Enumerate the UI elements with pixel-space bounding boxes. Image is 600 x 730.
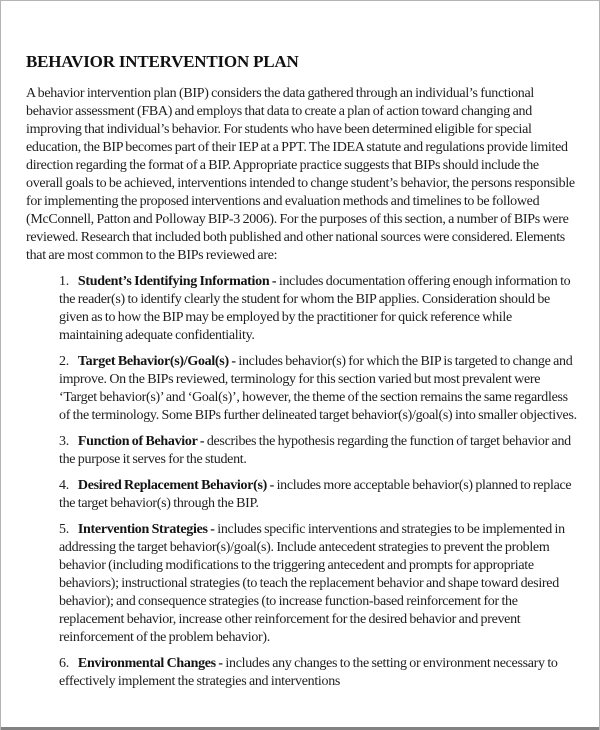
list-item-text: includes more acceptable behavior(s) planned to replace the target behavior(s) through the BIP.	[59, 478, 572, 511]
list-item-text: includes behavior(s) for which the BIP is targeted to change and improve. On the BIPs reviewed, terminology for this section varied but most prevalent were ‘Target behavior(s)’ and ‘Goal(s)’, however, the theme of the section remains the same regardless of the terminology. Some BIPs further delineated target behavior(s)/goal(s) into smaller objectives.	[59, 354, 577, 423]
list-item-4	[59, 477, 577, 513]
list-item-title: Environmental Changes -	[77, 656, 223, 671]
intro-paragraph: A behavior intervention plan (BIP) considers the data gathered through an individual’s functional behavior assessment (FBA) and employs that data to create a plan of action toward changing and improving that individual’s behavior. For students who have been determined eligible for special education, the BIP becomes part of their IEP at a PPT. The IDEA statute and regulations provide limited direction regarding the format of a BIP. Appropriate practice suggests that BIPs should include the overall goals to be achieved, interventions intended to change student’s behavior, the persons responsible for implementing the proposed interventions and evaluation methods and timelines to be followed (McConnell, Patton and Polloway BIP-3 2006). For the purposes of this section, a number of BIPs were reviewed. Research that included both published and other national sources were considered. Elements that are most common to the BIPs reviewed are:	[26, 86, 575, 263]
list-item-number: 6.	[59, 656, 69, 671]
list-item-text: includes specific interventions and strategies to be implemented in addressing the target behavior(s)/goal(s). Include antecedent strategies to prevent the problem behavior (including modifications to the triggering antecedent and prompts for appropriate behaviors); instructional strategies (to teach the replacement behavior and shape toward desired behavior); and consequence strategies (to increase function-based reinforcement for the replacement behavior, increase other reinforcement for the desired behavior and prevent reinforcement of the problem behavior).	[59, 522, 565, 645]
list-item-title: Student’s Identifying Information -	[77, 274, 277, 289]
list-item-title: Desired Replacement Behavior(s) -	[77, 478, 274, 493]
list-item-number: 1.	[59, 274, 69, 289]
list-item-number: 3.	[59, 434, 69, 449]
list-item-text: includes any changes to the setting or environment necessary to effectively implement the strategies and interventions	[59, 656, 558, 689]
list-item-number: 4.	[59, 478, 69, 493]
list-item-number: 2.	[59, 354, 69, 369]
list-item-title: Target Behavior(s)/Goal(s) -	[77, 354, 236, 369]
list-item-2	[59, 353, 577, 425]
document-content	[1, 1, 599, 691]
numbered-list	[59, 273, 577, 691]
list-item-title: Function of Behavior -	[77, 434, 205, 449]
list-item-number: 5.	[59, 522, 69, 537]
list-item-title: Intervention Strategies -	[77, 522, 215, 537]
list-item-3	[59, 433, 577, 469]
list-item-text: describes the hypothesis regarding the function of target behavior and the purpose it serves for the student.	[59, 434, 571, 467]
list-item-6	[59, 655, 577, 691]
list-item-1	[59, 273, 577, 345]
list-item-text: includes documentation offering enough information to the reader(s) to identify clearly the student for whom the BIP applies. Consideration should be given as to how the BIP may be employed by the practitioner for quick reference while maintaining adequate confidentiality.	[59, 274, 571, 343]
list-item-5	[59, 521, 577, 647]
page-title: BEHAVIOR INTERVENTION PLAN	[26, 52, 299, 71]
